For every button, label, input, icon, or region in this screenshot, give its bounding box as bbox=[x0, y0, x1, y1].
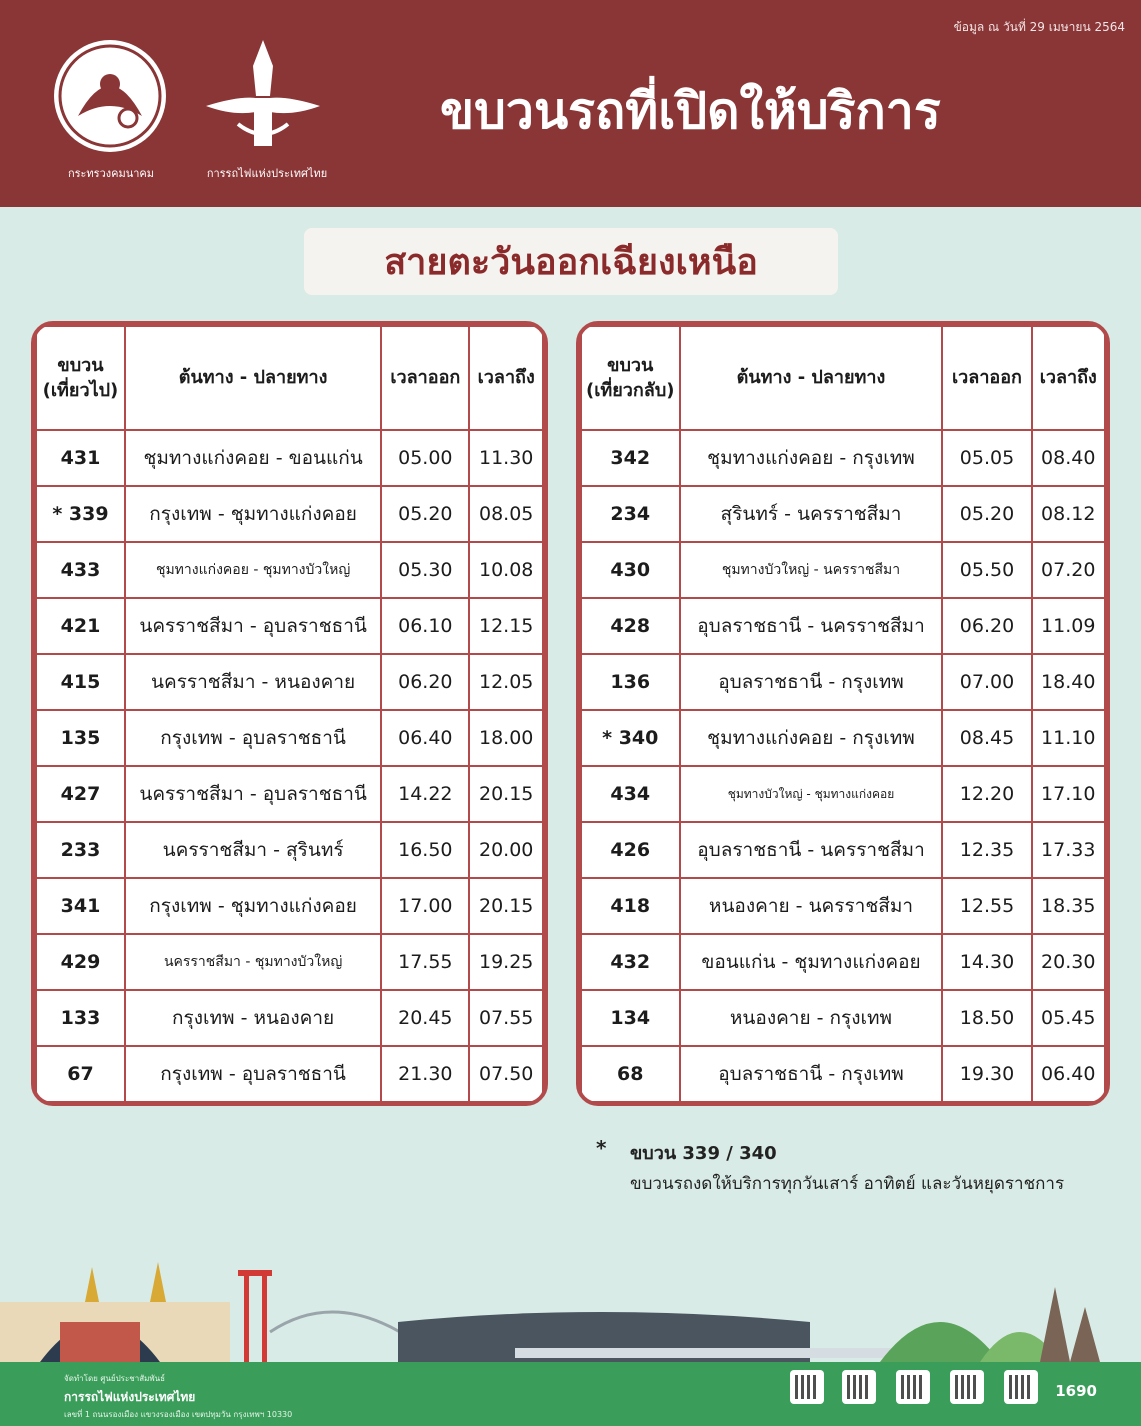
train-number: 135 bbox=[37, 711, 124, 765]
route: กรุงเทพ - ชุมทางแก่งคอย bbox=[126, 487, 380, 541]
table-row bbox=[582, 487, 1104, 541]
arrive-time: 12.15 bbox=[470, 599, 542, 653]
inbound-table-frame bbox=[576, 321, 1110, 1106]
page-title: ขบวนรถที่เปิดให้บริการ bbox=[440, 82, 941, 140]
depart-time: 05.20 bbox=[943, 487, 1030, 541]
depart-time: 14.30 bbox=[943, 935, 1030, 989]
depart-time: 06.20 bbox=[382, 655, 468, 709]
qr-code-icon[interactable] bbox=[896, 1370, 930, 1404]
depart-time: 06.20 bbox=[943, 599, 1030, 653]
header-train-sub: (เที่ยวกลับ) bbox=[586, 380, 675, 401]
footer-credit: จัดทำโดย ศูนย์ประชาสัมพันธ์ bbox=[64, 1374, 165, 1383]
train-number: 233 bbox=[37, 823, 124, 877]
depart-time: 17.55 bbox=[382, 935, 468, 989]
depart-time: 21.30 bbox=[382, 1047, 468, 1101]
table-row bbox=[37, 767, 542, 821]
table-row bbox=[37, 543, 542, 597]
train-number: 234 bbox=[582, 487, 679, 541]
route: ชุมทางแก่งคอย - กรุงเทพ bbox=[681, 431, 942, 485]
arrive-time: 18.00 bbox=[470, 711, 542, 765]
data-date: ข้อมูล ณ วันที่ 29 เมษายน 2564 bbox=[953, 20, 1125, 34]
table-row bbox=[37, 991, 542, 1045]
train-number: 434 bbox=[582, 767, 679, 821]
route: ชุมทางแก่งคอย - ชุมทางบัวใหญ่ bbox=[126, 543, 380, 597]
arrive-time: 07.20 bbox=[1033, 543, 1105, 597]
table-row bbox=[37, 711, 542, 765]
table-row bbox=[582, 823, 1104, 877]
route: สุรินทร์ - นครราชสีมา bbox=[681, 487, 942, 541]
header-train bbox=[37, 327, 124, 429]
arrive-time: 07.55 bbox=[470, 991, 542, 1045]
app-icon-graphic bbox=[795, 1375, 819, 1399]
route-line-title: สายตะวันออกเฉียงเหนือ bbox=[304, 228, 838, 295]
depart-time: 17.00 bbox=[382, 879, 468, 933]
depart-time: 12.20 bbox=[943, 767, 1030, 821]
route: หนองคาย - กรุงเทพ bbox=[681, 991, 942, 1045]
depart-time: 05.20 bbox=[382, 487, 468, 541]
qr-code-icon[interactable] bbox=[950, 1370, 984, 1404]
depart-time: 05.05 bbox=[943, 431, 1030, 485]
train-number: 415 bbox=[37, 655, 124, 709]
arrive-time: 08.40 bbox=[1033, 431, 1105, 485]
header-depart: เวลาออก bbox=[382, 327, 468, 429]
train-number: * 340 bbox=[582, 711, 679, 765]
train-number: 432 bbox=[582, 935, 679, 989]
route: นครราชสีมา - อุบลราชธานี bbox=[126, 599, 380, 653]
header-train bbox=[582, 327, 679, 429]
depart-time: 18.50 bbox=[943, 991, 1030, 1045]
table-row bbox=[582, 655, 1104, 709]
arrive-time: 20.15 bbox=[470, 879, 542, 933]
route: นครราชสีมา - อุบลราชธานี bbox=[126, 767, 380, 821]
train-number: 429 bbox=[37, 935, 124, 989]
arrive-time: 05.45 bbox=[1033, 991, 1105, 1045]
srt-garuda-logo bbox=[198, 36, 328, 156]
route: นครราชสีมา - ชุมทางบัวใหญ่ bbox=[126, 935, 380, 989]
depart-time: 14.22 bbox=[382, 767, 468, 821]
depart-time: 20.45 bbox=[382, 991, 468, 1045]
arrive-time: 08.12 bbox=[1033, 487, 1105, 541]
table-row bbox=[37, 1047, 542, 1101]
route: ชุมทางบัวใหญ่ - นครราชสีมา bbox=[681, 543, 942, 597]
header-arrive: เวลาถึง bbox=[470, 327, 542, 429]
arrive-time: 06.40 bbox=[1033, 1047, 1105, 1101]
header-train-label: ขบวน bbox=[607, 354, 654, 376]
route: อุบลราชธานี - กรุงเทพ bbox=[681, 1047, 942, 1101]
outbound-header-row bbox=[37, 327, 542, 429]
route: นครราชสีมา - สุรินทร์ bbox=[126, 823, 380, 877]
qr-code-icon[interactable] bbox=[1004, 1370, 1038, 1404]
depart-time: 06.40 bbox=[382, 711, 468, 765]
footer-org: การรถไฟแห่งประเทศไทย bbox=[64, 1390, 196, 1404]
table-row bbox=[37, 431, 542, 485]
footnote-body: ขบวนรถงดให้บริการทุกวันเสาร์ อาทิตย์ และวันหยุดราชการ bbox=[630, 1174, 1065, 1194]
city-skyline-illustration bbox=[0, 1262, 1141, 1362]
header-route: ต้นทาง - ปลายทาง bbox=[681, 327, 942, 429]
depart-time: 12.35 bbox=[943, 823, 1030, 877]
arrive-time: 11.09 bbox=[1033, 599, 1105, 653]
arrive-time: 20.30 bbox=[1033, 935, 1105, 989]
depart-time: 05.50 bbox=[943, 543, 1030, 597]
depart-time: 07.00 bbox=[943, 655, 1030, 709]
footnote-title: ขบวน 339 / 340 bbox=[630, 1143, 777, 1164]
arrive-time: 17.10 bbox=[1033, 767, 1105, 821]
table-row bbox=[582, 599, 1104, 653]
header-train-label: ขบวน bbox=[57, 354, 104, 376]
train-number: 430 bbox=[582, 543, 679, 597]
arrive-time: 07.50 bbox=[470, 1047, 542, 1101]
outbound-table-frame bbox=[31, 321, 548, 1106]
footnote-star: * bbox=[596, 1136, 607, 1160]
route: กรุงเทพ - หนองคาย bbox=[126, 991, 380, 1045]
table-row bbox=[37, 879, 542, 933]
table-row bbox=[37, 655, 542, 709]
arrive-time: 12.05 bbox=[470, 655, 542, 709]
depart-time: 05.30 bbox=[382, 543, 468, 597]
app-icon[interactable] bbox=[790, 1370, 824, 1404]
header-banner bbox=[0, 0, 1141, 207]
route: กรุงเทพ - อุบลราชธานี bbox=[126, 1047, 380, 1101]
arrive-time: 20.00 bbox=[470, 823, 542, 877]
footer-bar bbox=[0, 1362, 1141, 1426]
ministry-seal-logo bbox=[48, 36, 178, 156]
inbound-header-row bbox=[582, 327, 1104, 429]
arrive-time: 18.35 bbox=[1033, 879, 1105, 933]
train-number: 68 bbox=[582, 1047, 679, 1101]
train-number: 133 bbox=[37, 991, 124, 1045]
train-number: 433 bbox=[37, 543, 124, 597]
table-row bbox=[37, 823, 542, 877]
depart-time: 16.50 bbox=[382, 823, 468, 877]
table-row bbox=[582, 431, 1104, 485]
route: กรุงเทพ - อุบลราชธานี bbox=[126, 711, 380, 765]
route: อุบลราชธานี - กรุงเทพ bbox=[681, 655, 942, 709]
qr-code-icon[interactable] bbox=[842, 1370, 876, 1404]
srt-label: การรถไฟแห่งประเทศไทย bbox=[206, 167, 328, 180]
train-number: 418 bbox=[582, 879, 679, 933]
ministry-label: กระทรวงคมนาคม bbox=[67, 167, 155, 180]
arrive-time: 18.40 bbox=[1033, 655, 1105, 709]
train-number: 341 bbox=[37, 879, 124, 933]
outbound-timetable bbox=[35, 325, 544, 1103]
table-row bbox=[582, 1047, 1104, 1101]
qr-code-graphic bbox=[901, 1375, 925, 1399]
arrive-time: 19.25 bbox=[470, 935, 542, 989]
depart-time: 05.00 bbox=[382, 431, 468, 485]
arrive-time: 17.33 bbox=[1033, 823, 1105, 877]
table-row bbox=[582, 543, 1104, 597]
route: ชุมทางแก่งคอย - กรุงเทพ bbox=[681, 711, 942, 765]
qr-code-graphic bbox=[955, 1375, 979, 1399]
route: กรุงเทพ - ชุมทางแก่งคอย bbox=[126, 879, 380, 933]
call-center-number[interactable]: 1690 bbox=[1055, 1382, 1097, 1400]
footer-address: เลขที่ 1 ถนนรองเมือง แขวงรองเมือง เขตปทุมวัน กรุงเทพฯ 10330 bbox=[64, 1410, 293, 1419]
train-number: 426 bbox=[582, 823, 679, 877]
table-row bbox=[582, 711, 1104, 765]
route: อุบลราชธานี - นครราชสีมา bbox=[681, 823, 942, 877]
train-number: 134 bbox=[582, 991, 679, 1045]
train-number: 136 bbox=[582, 655, 679, 709]
train-number: 431 bbox=[37, 431, 124, 485]
route: อุบลราชธานี - นครราชสีมา bbox=[681, 599, 942, 653]
header-depart: เวลาออก bbox=[943, 327, 1030, 429]
route: นครราชสีมา - หนองคาย bbox=[126, 655, 380, 709]
depart-time: 12.55 bbox=[943, 879, 1030, 933]
arrive-time: 10.08 bbox=[470, 543, 542, 597]
arrive-time: 08.05 bbox=[470, 487, 542, 541]
train-number: 428 bbox=[582, 599, 679, 653]
table-row bbox=[582, 991, 1104, 1045]
route: ชุมทางบัวใหญ่ - ชุมทางแก่งคอย bbox=[681, 767, 942, 821]
arrive-time: 20.15 bbox=[470, 767, 542, 821]
table-row bbox=[582, 879, 1104, 933]
header-train-sub: (เที่ยวไป) bbox=[42, 380, 119, 401]
train-number: 342 bbox=[582, 431, 679, 485]
train-number: 67 bbox=[37, 1047, 124, 1101]
depart-time: 06.10 bbox=[382, 599, 468, 653]
table-row bbox=[37, 487, 542, 541]
table-row bbox=[37, 935, 542, 989]
route: หนองคาย - นครราชสีมา bbox=[681, 879, 942, 933]
train-number: 421 bbox=[37, 599, 124, 653]
qr-code-graphic bbox=[847, 1375, 871, 1399]
table-row bbox=[582, 767, 1104, 821]
depart-time: 19.30 bbox=[943, 1047, 1030, 1101]
header-route: ต้นทาง - ปลายทาง bbox=[126, 327, 380, 429]
qr-code-graphic bbox=[1009, 1375, 1033, 1399]
table-row bbox=[582, 935, 1104, 989]
inbound-timetable bbox=[580, 325, 1106, 1103]
table-row bbox=[37, 599, 542, 653]
route: ขอนแก่น - ชุมทางแก่งคอย bbox=[681, 935, 942, 989]
arrive-time: 11.10 bbox=[1033, 711, 1105, 765]
train-number: * 339 bbox=[37, 487, 124, 541]
header-arrive: เวลาถึง bbox=[1033, 327, 1105, 429]
arrive-time: 11.30 bbox=[470, 431, 542, 485]
train-number: 427 bbox=[37, 767, 124, 821]
depart-time: 08.45 bbox=[943, 711, 1030, 765]
route: ชุมทางแก่งคอย - ขอนแก่น bbox=[126, 431, 380, 485]
